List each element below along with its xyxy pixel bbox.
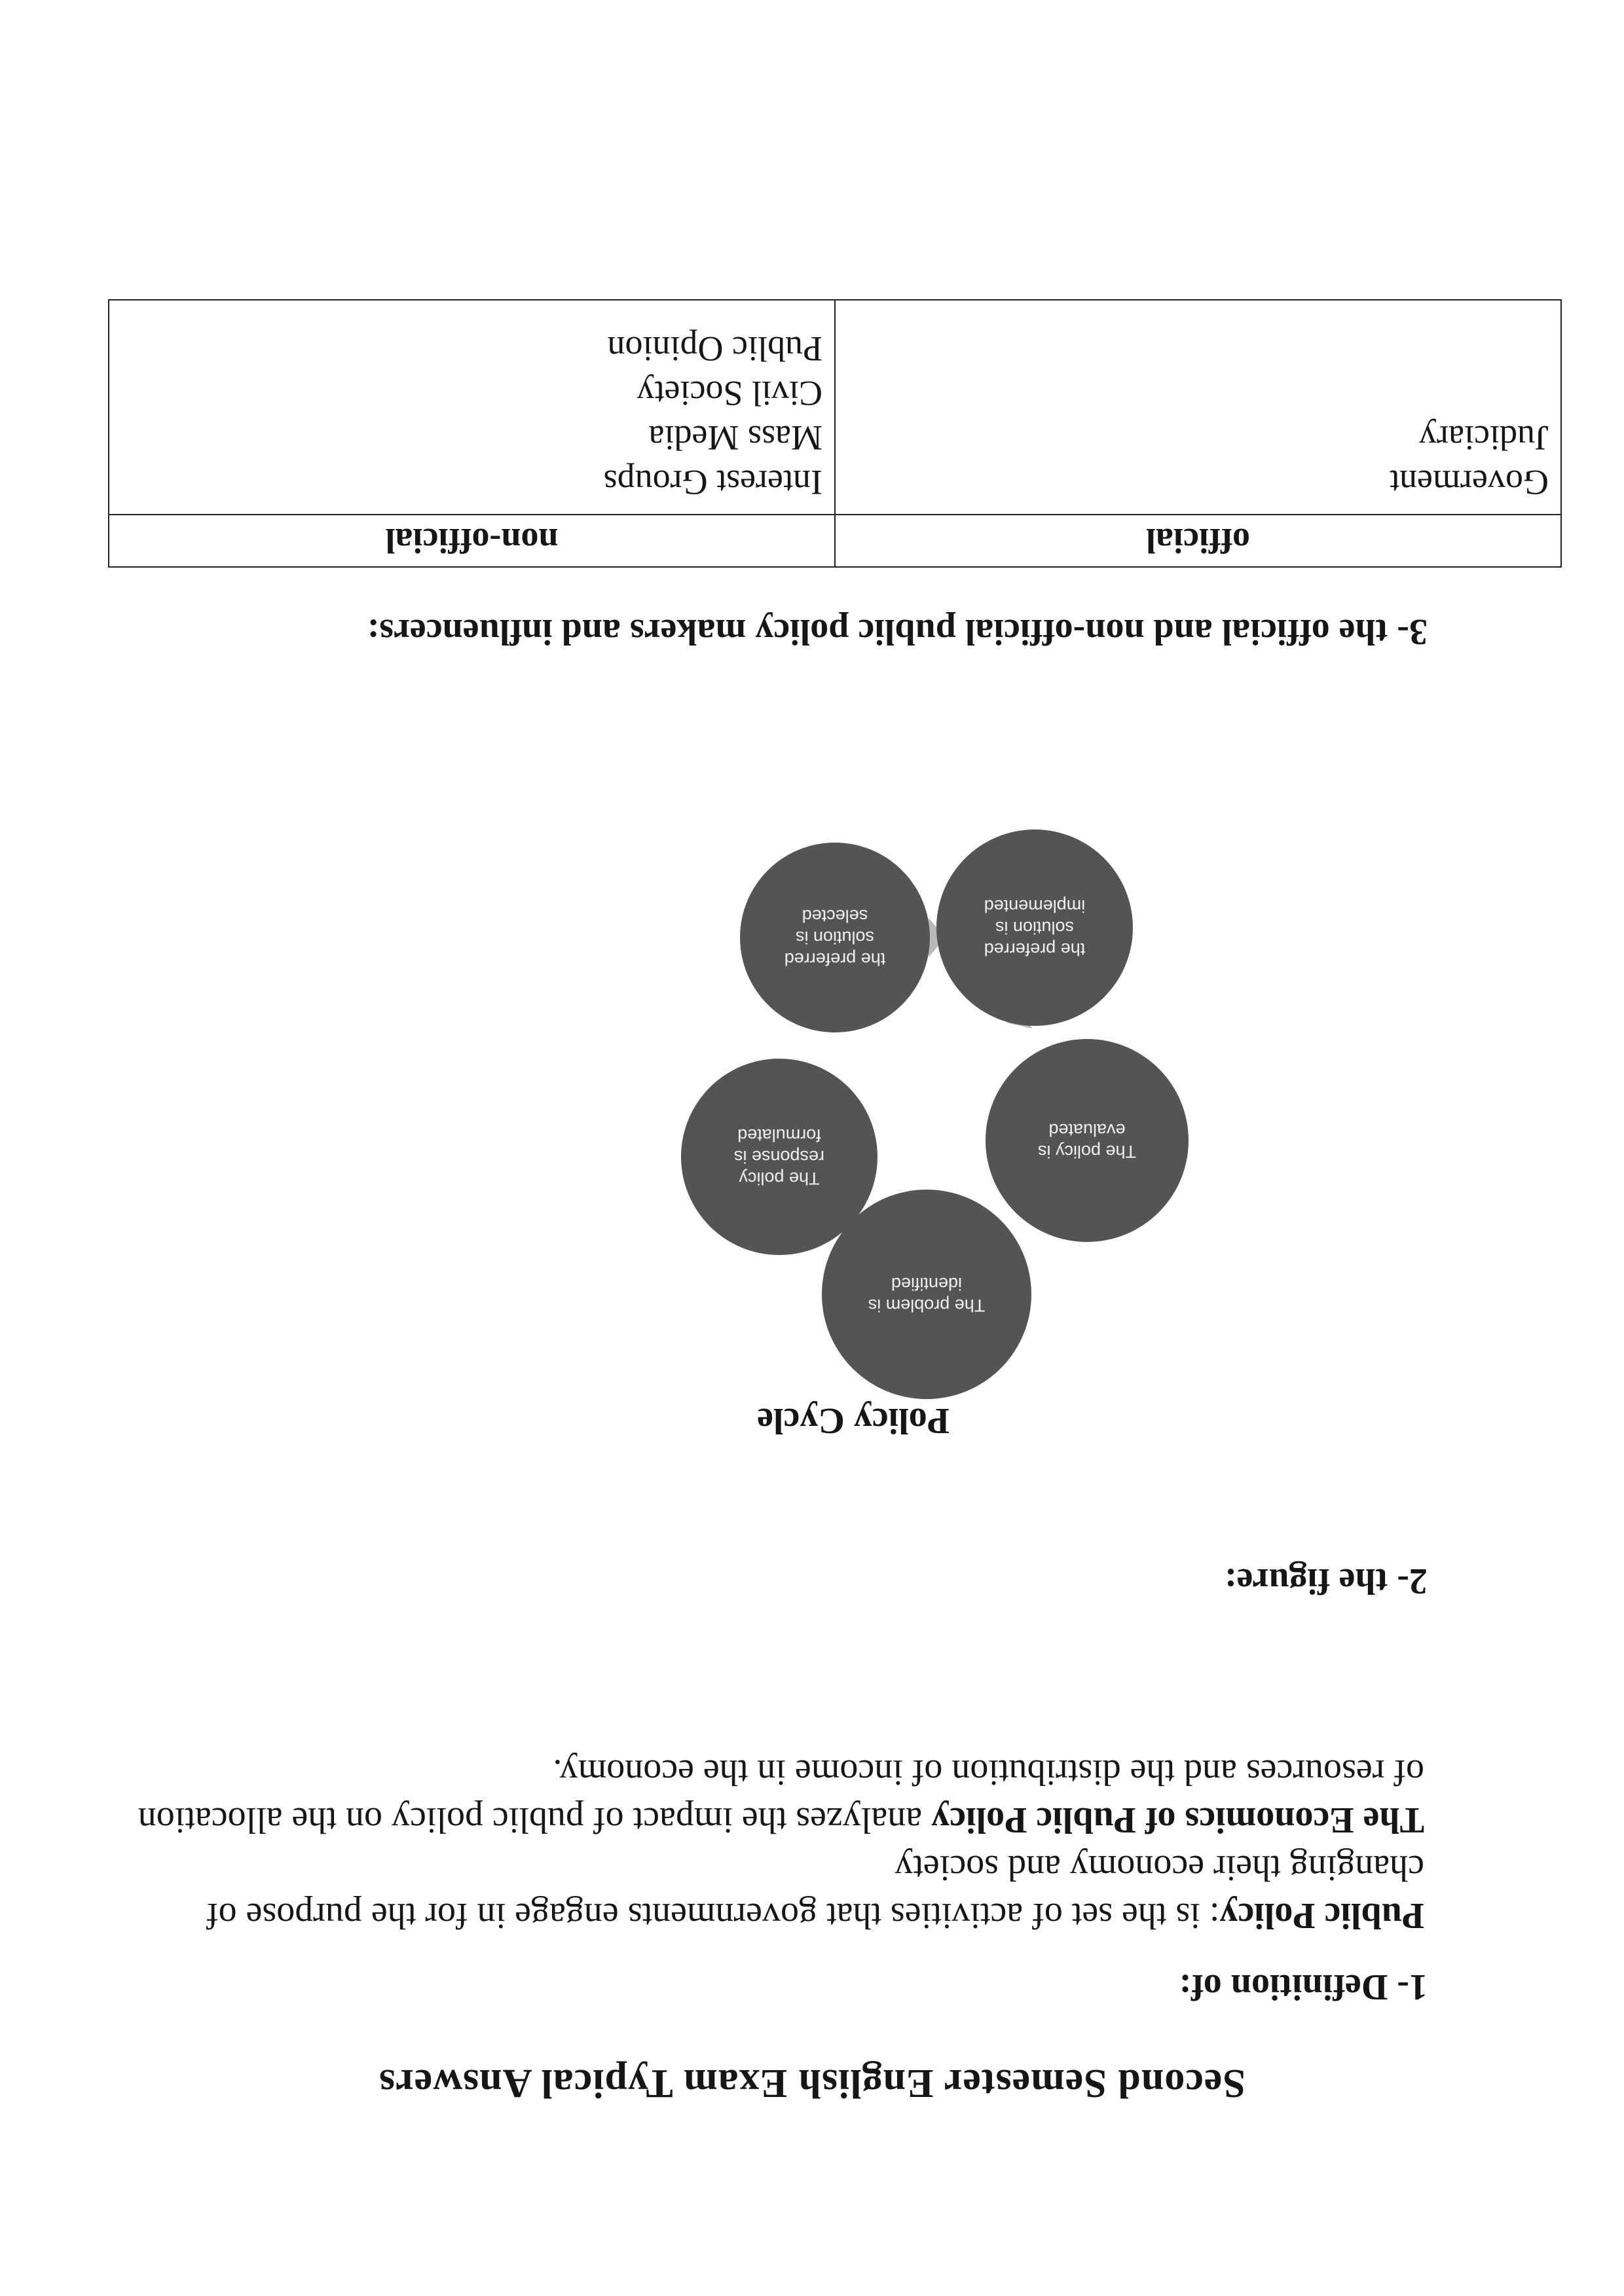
definition-public-policy [115,1844,1424,1939]
list-item: Public Opinion [607,329,822,369]
section-3-heading: 3- the official and non-official public policy makers and influencers: [367,611,1428,652]
stage-label: The policy is evaluated [1037,1120,1137,1161]
stage-solution-implemented [936,829,1133,1026]
stage-solution-selected [740,843,930,1032]
term-public-policy: Public Policy [1219,1895,1424,1936]
list-item: Interest Groups [603,463,822,502]
stage-policy-formulated [681,1059,877,1255]
list-item: Mass Media [648,418,822,458]
definition-public-policy-text: : is the set of activities that governments engage in for the purpose of changing their economy and society [206,1848,1424,1936]
section-1-heading: 1- Definition of: [1179,1967,1428,2007]
official-cell [835,300,1561,515]
definition-economics-text: analyzes the impact of public policy on the allocation of resources and the distribution of income in the economy. [138,1752,1424,1840]
table-header-row [109,515,1561,567]
stage-label: The problem is identified [868,1274,986,1315]
stage-label: The policy response is formulated [733,1125,825,1189]
stage-label: the preferred solution is implemented [984,896,1086,960]
stage-label: the preferred solution is selected [784,906,886,970]
term-economics-of-public-policy: The Economics of Public Policy [931,1800,1424,1840]
figure-title: Policy Cycle [757,1400,950,1441]
section-2-heading: 2- the figure: [1225,1561,1428,1601]
definition-economics [115,1748,1424,1844]
policy-cycle-diagram [674,896,1172,1399]
list-item: Civil Society [637,374,822,413]
list-item: Judiciary [1419,418,1549,458]
policy-makers-table [108,299,1562,568]
table-row [109,300,1561,515]
non-official-cell [109,300,835,515]
column-header-non-official: non-official [109,515,835,567]
page-title: Second Semester English Exam Typical Answers [378,2061,1246,2105]
stage-policy-evaluated [986,1039,1189,1242]
list-item: Goverment [1390,463,1549,502]
column-header-official: official [835,515,1561,567]
